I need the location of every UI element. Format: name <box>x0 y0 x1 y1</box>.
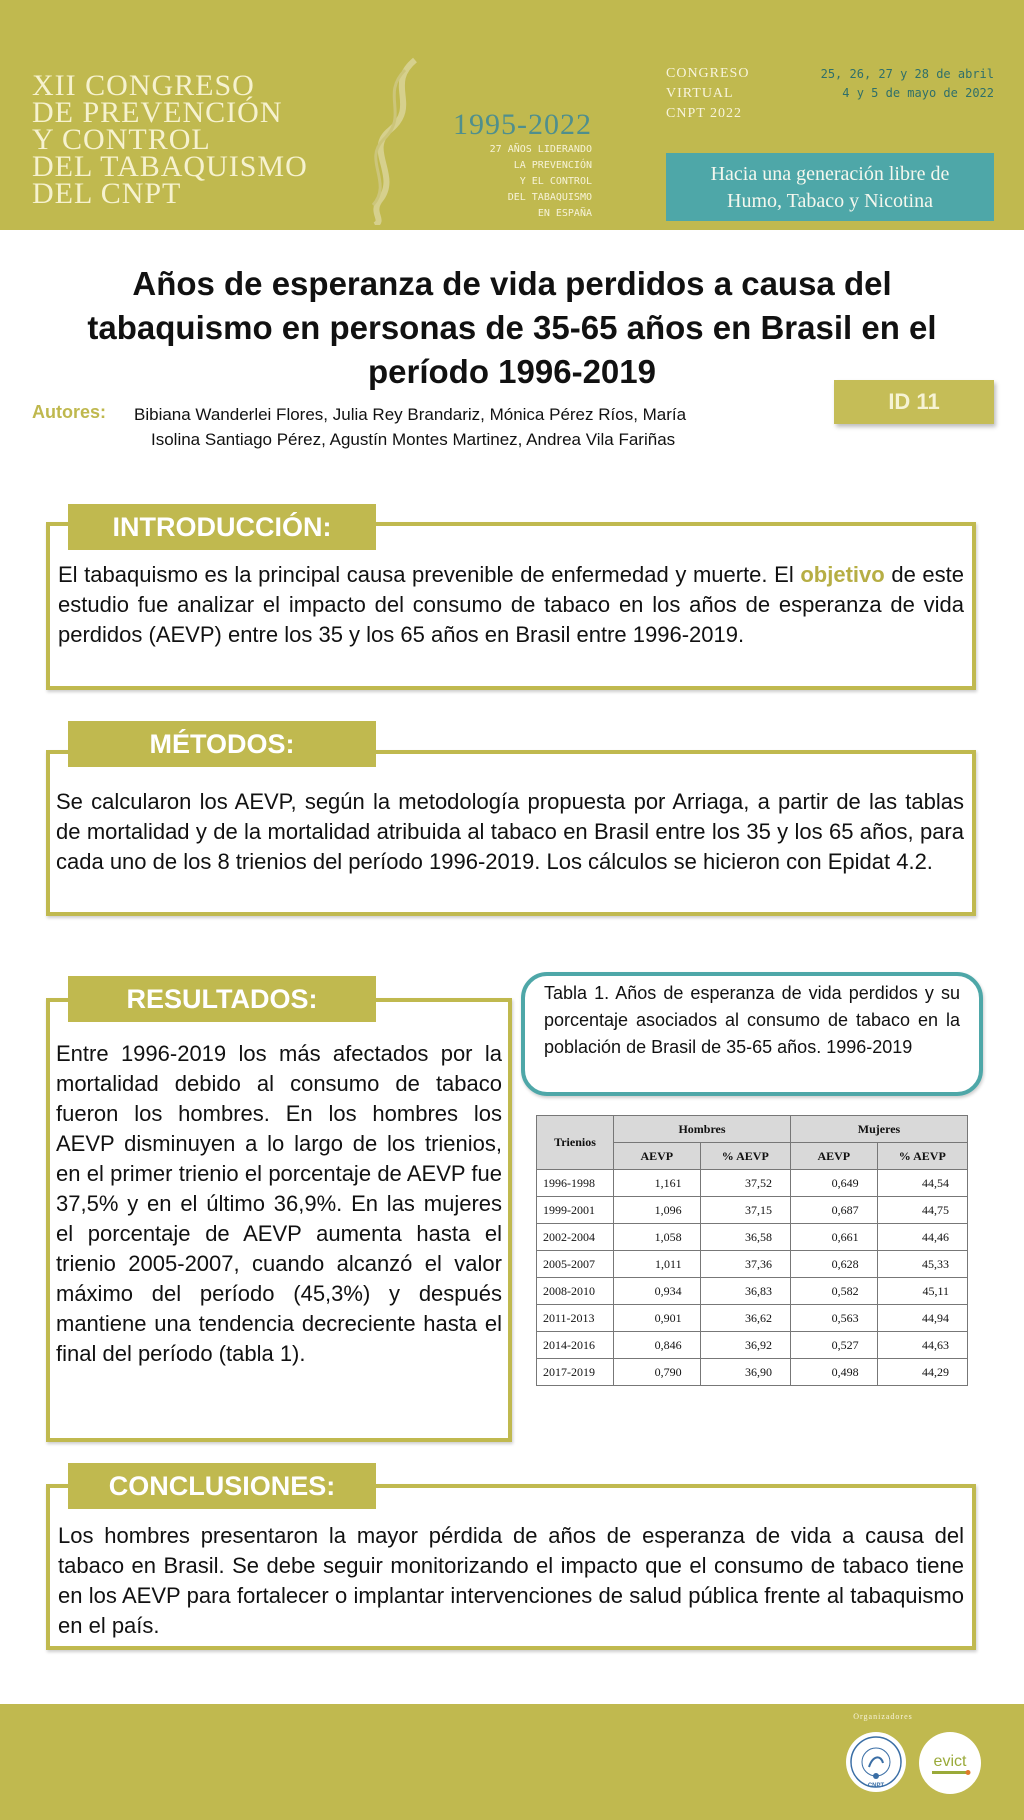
cell-value: 0,661 <box>790 1224 877 1251</box>
years-range: 1995-2022 <box>453 108 592 141</box>
header-trienios: Trienios <box>537 1116 614 1170</box>
congress-virtual <box>666 64 749 124</box>
cell-value: 37,36 <box>700 1251 790 1278</box>
slogan-line: Humo, Tabaco y Nicotina <box>727 190 933 212</box>
subheader-aevp: AEVP <box>790 1143 877 1170</box>
table-row <box>537 1278 968 1305</box>
cell-value: 36,62 <box>700 1305 790 1332</box>
cnpt-logo-icon <box>845 1731 907 1793</box>
header-men: Hombres <box>614 1116 791 1143</box>
authors-label: Autores: <box>32 402 107 422</box>
slogan-box <box>666 153 994 221</box>
congress-dates <box>760 65 994 103</box>
slogan-line: Hacia una generación libre de <box>710 163 950 185</box>
cell-value: 0,582 <box>790 1278 877 1305</box>
cell-value: 0,563 <box>790 1305 877 1332</box>
cell-year: 1996-1998 <box>537 1170 614 1197</box>
cell-value: 0,687 <box>790 1197 877 1224</box>
cell-value: 0,628 <box>790 1251 877 1278</box>
subheader-pct: % AEVP <box>700 1143 790 1170</box>
intro-text <box>58 560 964 650</box>
congress-virtual-line: VIRTUAL <box>666 86 734 101</box>
cell-value: 0,934 <box>614 1278 701 1305</box>
years-subtitle-line: LA PREVENCIÓN <box>513 160 592 171</box>
congress-title-line: DE PREVENCIÓN <box>32 96 283 129</box>
cell-value: 0,649 <box>790 1170 877 1197</box>
congress-title-line: XII CONGRESO <box>32 69 255 102</box>
cell-value: 36,58 <box>700 1224 790 1251</box>
authors-line: Isolina Santiago Pérez, Agustín Montes Martinez, Andrea Vila Fariñas <box>151 430 676 449</box>
cell-year: 2017-2019 <box>537 1359 614 1386</box>
years-subtitle-line: DEL TABAQUISMO <box>507 192 592 203</box>
cell-value: 36,83 <box>700 1278 790 1305</box>
cell-year: 1999-2001 <box>537 1197 614 1224</box>
cell-value: 45,33 <box>877 1251 967 1278</box>
cell-year: 2014-2016 <box>537 1332 614 1359</box>
years-subtitle-line: 27 AÑOS LIDERANDO <box>489 144 592 155</box>
dates-line: 4 y 5 de mayo de 2022 <box>842 86 994 100</box>
congress-title-line: DEL CNPT <box>32 177 182 210</box>
cell-value: 37,15 <box>700 1197 790 1224</box>
evict-logo-icon <box>918 1731 982 1795</box>
conclusions-heading: CONCLUSIONES: <box>68 1463 376 1509</box>
cell-value: 44,29 <box>877 1359 967 1386</box>
cell-value: 44,75 <box>877 1197 967 1224</box>
years-subtitle-line: EN ESPAÑA <box>537 208 592 219</box>
cell-year: 2008-2010 <box>537 1278 614 1305</box>
id-badge: ID 11 <box>834 380 994 424</box>
organizers-label: Organizadores <box>853 1712 913 1721</box>
cell-value: 0,527 <box>790 1332 877 1359</box>
table-caption: Tabla 1. Años de esperanza de vida perdidos y su porcentaje asociados al consumo de tabaco en la población de Brasil de 35-65 años. 1996-2019 <box>544 983 960 1057</box>
authors-list <box>134 402 794 452</box>
cell-value: 44,54 <box>877 1170 967 1197</box>
cell-year: 2005-2007 <box>537 1251 614 1278</box>
cnpt-logo-text: CNPT <box>867 1783 885 1789</box>
smoke-decoration-icon <box>345 55 435 225</box>
years-subtitle-line: Y EL CONTROL <box>519 176 592 187</box>
methods-text: Se calcularon los AEVP, según la metodología propuesta por Arriaga, a partir de las tablas de mortalidad y de la mortalidad atribuida al tabaco en Brasil entre los 35 y los 65 años, para cada uno de los 8 trienios del período 1996-2019. Los cálculos se hicieron con Epidat 4.2. <box>56 789 964 874</box>
results-text: Entre 1996-2019 los más afectados por la mortalidad debido al consumo de tabaco fueron los hombres. En los hombres los AEVP disminuyen a lo largo de los trienios, en el primer trienio el porcentaje de AEVP fue 37,5% y en el último 36,9%. En las mujeres el porcentaje de AEVP aumenta hasta el trienio 2005-2007, cuando alcanzó el valor máximo del período (45,3%) y después mantiene una tendencia decreciente hasta el final del período (tabla 1). <box>56 1041 502 1366</box>
cell-value: 0,498 <box>790 1359 877 1386</box>
cell-value: 44,46 <box>877 1224 967 1251</box>
table-row <box>537 1224 968 1251</box>
intro-text-part: de este estudio fue analizar el impacto del consumo de tabaco en los años de esperanza de vida perdidos (AEVP) entre los 35 y los 65 años en Brasil entre 1996-2019. <box>58 562 965 647</box>
congress-virtual-line: CNPT 2022 <box>666 106 743 121</box>
poster-title: Años de esperanza de vida perdidos a causa del tabaquismo en personas de 35-65 años en Brasil en el período 1996-2019 <box>87 265 937 390</box>
objective-highlight: objetivo <box>800 562 885 587</box>
table-row <box>537 1305 968 1332</box>
cell-value: 0,901 <box>614 1305 701 1332</box>
cell-year: 2002-2004 <box>537 1224 614 1251</box>
cell-year: 2011-2013 <box>537 1305 614 1332</box>
table-row <box>537 1359 968 1386</box>
authors-line: Bibiana Wanderlei Flores, Julia Rey Brandariz, Mónica Pérez Ríos, María <box>134 405 687 424</box>
results-heading: RESULTADOS: <box>68 976 376 1022</box>
aevp-table <box>536 1115 968 1386</box>
cell-value: 0,846 <box>614 1332 701 1359</box>
header-women: Mujeres <box>790 1116 967 1143</box>
intro-heading: INTRODUCCIÓN: <box>68 504 376 550</box>
cell-value: 37,52 <box>700 1170 790 1197</box>
cell-value: 36,90 <box>700 1359 790 1386</box>
cell-value: 0,790 <box>614 1359 701 1386</box>
intro-text-part: El tabaquismo es la principal causa prevenible de enfermedad y muerte. El <box>58 562 801 587</box>
cell-value: 44,63 <box>877 1332 967 1359</box>
cell-value: 45,11 <box>877 1278 967 1305</box>
cell-value: 1,096 <box>614 1197 701 1224</box>
cell-value: 1,058 <box>614 1224 701 1251</box>
cell-value: 1,011 <box>614 1251 701 1278</box>
congress-title-line: DEL TABAQUISMO <box>32 150 308 183</box>
table-row <box>537 1170 968 1197</box>
dates-line: 25, 26, 27 y 28 de abril <box>820 67 994 81</box>
years-subtitle <box>430 142 592 222</box>
congress-title <box>32 69 308 210</box>
cell-value: 36,92 <box>700 1332 790 1359</box>
methods-heading: MÉTODOS: <box>68 721 376 767</box>
conclusions-text: Los hombres presentaron la mayor pérdida de años de esperanza de vida a causa del tabaco en Brasil. Se debe seguir monitorizando el impacto que el consumo de tabaco tiene en los AEVP para fortalecer o implantar intervenciones de salud pública frente al tabaquismo en el país. <box>58 1523 964 1638</box>
subheader-pct: % AEVP <box>877 1143 967 1170</box>
table-row <box>537 1197 968 1224</box>
congress-virtual-line: CONGRESO <box>666 66 750 81</box>
subheader-aevp: AEVP <box>614 1143 701 1170</box>
cell-value: 44,94 <box>877 1305 967 1332</box>
table-row <box>537 1332 968 1359</box>
table-row <box>537 1251 968 1278</box>
evict-logo-text: evict <box>933 1753 967 1770</box>
congress-title-line: Y CONTROL <box>32 123 211 156</box>
cell-value: 1,161 <box>614 1170 701 1197</box>
